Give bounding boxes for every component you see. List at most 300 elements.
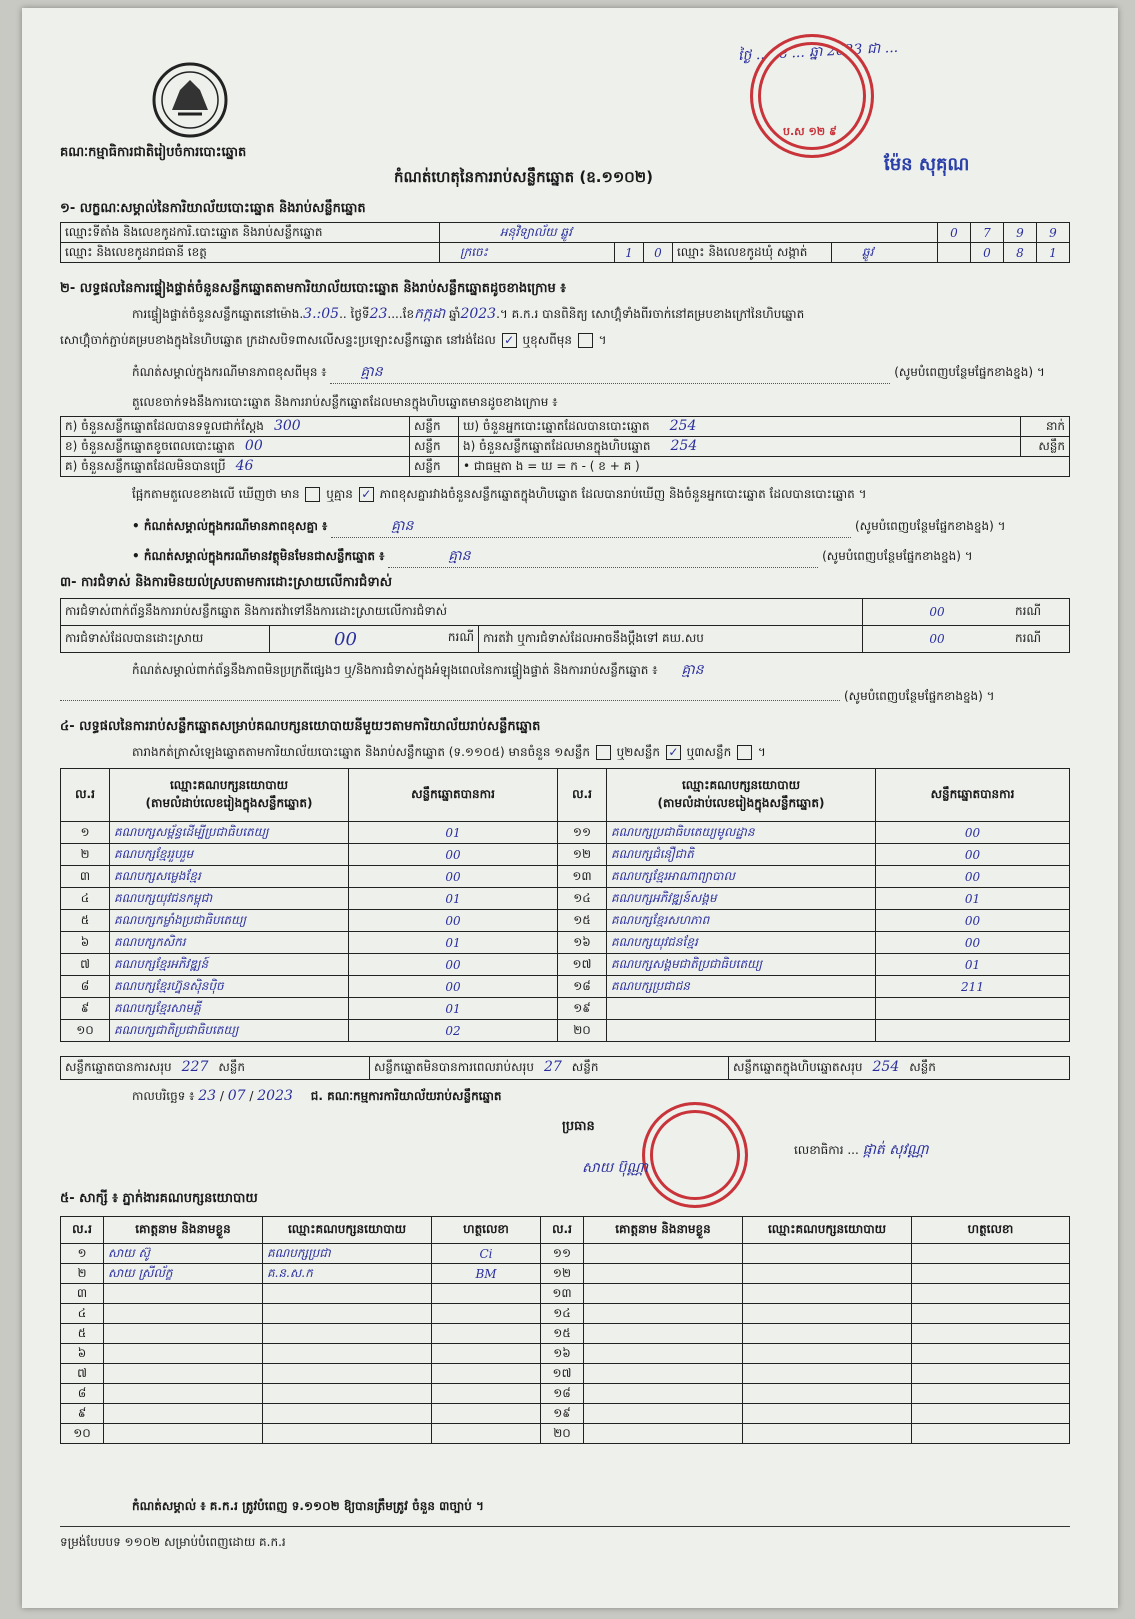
objection-row2b-label: ការតវ៉ា ឬការជំទាស់ដែលអាចនឹងប្តឹងទៅ គឃ.សប	[479, 626, 863, 653]
col-party-left	[110, 769, 349, 822]
party-no-right: ១៨	[558, 976, 607, 998]
witness-name-right	[584, 1424, 743, 1444]
objection-row1-value: 00	[863, 599, 1012, 626]
commune-value: ឆ្លូវ	[862, 244, 874, 259]
commune-code-2: 8	[1004, 243, 1037, 263]
row-b-value: 00	[244, 437, 263, 454]
witness-row	[61, 1264, 1070, 1284]
section2-paragraph3: តួលេខចាក់ទងនឹងការបោះឆ្នោត និងការរាប់សន្លឹកឆ្នោតដែលមានក្នុងហិបឆ្នោតមានដូចខាងក្រោម ៖	[132, 395, 558, 409]
witness-no-right: ១៨	[541, 1384, 584, 1404]
witness-sign-left	[432, 1384, 541, 1404]
witness-party-right	[743, 1244, 912, 1264]
date-label: កាលបរិច្ឆេទ ៖	[132, 1089, 195, 1103]
footer-text: ទម្រង់បែបបទ ១១០២ សម្រាប់បំពេញដោយ គ.ក.រ	[60, 1535, 286, 1549]
party-no-right: ១៦	[558, 932, 607, 954]
party-votes-left: 00	[349, 954, 558, 976]
party-votes-right	[876, 1020, 1070, 1042]
party-no-left: ៧	[61, 954, 110, 976]
party-row	[61, 1020, 1070, 1042]
witness-row	[61, 1364, 1070, 1384]
witness-no-right: ១៦	[541, 1344, 584, 1364]
section4-subtitle: តារាងកត់ត្រាសំឡេងឆ្នោតតាមការិយាល័យបោះឆ្នោត និងរាប់សន្លឹកឆ្នោត (ទ.១១០៥) មានចំនួន ១សន្លឹក ឬ២សន្លឹក ✓ ឬ៣សន្លឹក ។	[132, 745, 766, 759]
witness-party-left	[263, 1404, 432, 1424]
party-name-left: គណបក្សសម្លេងខ្មែរ	[110, 866, 349, 888]
witness-row	[61, 1304, 1070, 1324]
witness-sign-left	[432, 1324, 541, 1344]
bullet2-value: គ្មាន	[448, 548, 471, 564]
party-row	[61, 822, 1070, 844]
p1-time: 3.:05	[303, 306, 340, 322]
witness-party-right	[743, 1324, 912, 1344]
witness-no-left: ១	[61, 1244, 104, 1264]
party-no-right: ១៩	[558, 998, 607, 1020]
top-handwriting: ថ្ងៃ ... ខែ ... ឆ្នាំ 2023 ជា ...	[737, 39, 899, 65]
party-votes-left: 01	[349, 822, 558, 844]
note-hint: (សូមបំពេញបន្ថែមផ្នែកខាងខ្នង) ។	[894, 365, 1045, 379]
party-no-right: ១២	[558, 844, 607, 866]
total-invalid-label: សន្លឹកឆ្នោតមិនបានការពេលរាប់សរុប	[374, 1060, 534, 1074]
w-col-name-right: គោត្តនាម និងនាមខ្លួន	[584, 1217, 743, 1244]
witness-no-right: ១៩	[541, 1404, 584, 1424]
party-votes-right	[876, 998, 1070, 1020]
chair-name: សាយ ប៊ុណ្ណា	[582, 1160, 648, 1176]
party-name-right: គណបក្សប្រជាធិបតេយ្យមូលដ្ឋាន	[607, 822, 876, 844]
party-name-left: គណបក្សកម្លាំងប្រជាធិបតេយ្យ	[110, 910, 349, 932]
witness-sign-left: Ci	[432, 1244, 541, 1264]
party-no-left: ៨	[61, 976, 110, 998]
w-col-name-left: គោត្តនាម និងនាមខ្លួន	[104, 1217, 263, 1244]
party-votes-left: 00	[349, 976, 558, 998]
party-votes-right: 00	[876, 866, 1070, 888]
chair-label: ប្រធាន	[562, 1119, 595, 1134]
party-no-left: ៦	[61, 932, 110, 954]
witness-party-left	[263, 1424, 432, 1444]
total-box-value: 254	[872, 1059, 900, 1075]
same-as-before-checkbox[interactable]: ✓	[502, 333, 517, 348]
party-no-right: ១១	[558, 822, 607, 844]
party-no-left: ៤	[61, 888, 110, 910]
party-no-left: ៩	[61, 998, 110, 1020]
witness-party-left	[263, 1284, 432, 1304]
p1-mid3: ឆ្នាំ	[445, 307, 461, 321]
party-row	[61, 910, 1070, 932]
witness-no-right: ២០	[541, 1424, 584, 1444]
row-d-value: 254	[669, 417, 697, 434]
p1-day: 23	[369, 306, 388, 322]
bullet2-line	[132, 546, 1082, 568]
section2-paragraph2: សោហ្គ៊ុំចាក់ភ្ជាប់គម្របខាងក្នុងនៃហិបឆ្នោត ក្រដាសបិទពាសលើសន្ទះប្រឡោះសន្លឹកឆ្នោត នៅរង់ដែល ✓ ឬខុសពីមុន ។	[60, 333, 607, 347]
witness-no-left: ៦	[61, 1344, 104, 1364]
witness-no-left: ៥	[61, 1324, 104, 1344]
three-sheets-checkbox[interactable]	[737, 745, 752, 760]
no-difference-checkbox[interactable]: ✓	[359, 487, 374, 502]
station-code-2: 7	[971, 223, 1004, 243]
witness-no-left: ៧	[61, 1364, 104, 1384]
w-col-party-right: ឈ្មោះគណបក្សនយោបាយ	[743, 1217, 912, 1244]
total-valid-cell	[61, 1057, 370, 1080]
section3-title: ៣- ការជំទាស់ និងការមិនយល់ស្របតាមការដោះស្រាយលើការជំទាស់	[60, 575, 392, 590]
p4-opt: ឬគ្មាន	[326, 487, 353, 501]
province-code-1: 1	[615, 243, 644, 263]
witness-name-right	[584, 1384, 743, 1404]
stamp-number: ប.ស ១២ ៩	[783, 125, 837, 138]
witness-row	[61, 1284, 1070, 1304]
party-no-left: ១០	[61, 1020, 110, 1042]
witness-sign-left	[432, 1364, 541, 1384]
party-results-table	[60, 768, 1070, 1042]
witness-party-left	[263, 1364, 432, 1384]
witness-party-left	[263, 1324, 432, 1344]
total-valid-unit: សន្លឹក	[218, 1060, 246, 1074]
section5-note: កំណត់សម្គាល់ ៖ គ.ក.រ ត្រូវបំពេញ ទ.១១០២ ឱ្យបានត្រឹមត្រូវ ចំនួន ៣ច្បាប់ ។	[132, 1499, 484, 1513]
party-name-right: គណបក្សសង្គមជាតិប្រជាធិបតេយ្យ	[607, 954, 876, 976]
note-value: គ្មាន	[360, 364, 383, 380]
witness-name-left	[104, 1384, 263, 1404]
p4-post: ភាពខុសគ្នារវាងចំនួនសន្លឹកឆ្នោតក្នុងហិបឆ្នោត ដែលបានរាប់ឃើញ និងចំនួនអ្នកបោះឆ្នោត ដែលបានបោះឆ្នោត ។	[379, 487, 867, 501]
witness-no-left: ២	[61, 1264, 104, 1284]
total-invalid-cell	[370, 1057, 729, 1080]
bullet1-hint: (សូមបំពេញបន្ថែមផ្នែកខាងខ្នង) ។	[854, 519, 1006, 533]
party-votes-left: 01	[349, 888, 558, 910]
secretary-label: លេខាធិការ	[794, 1143, 844, 1157]
party-row	[61, 998, 1070, 1020]
p2-text: សោហ្គ៊ុំចាក់ភ្ជាប់គម្របខាងក្នុងនៃហិបឆ្នោត ក្រដាសបិទពាសលើសន្ទះប្រឡោះសន្លឹកឆ្នោត នៅរង់ដែល	[60, 333, 496, 347]
witness-no-left: ៨	[61, 1384, 104, 1404]
formula-note: • ជាធម្មតា ង = ឃ = ក - ( ខ + គ )	[459, 457, 1070, 477]
institution-name: គណៈកម្មាធិការជាតិរៀបចំការបោះឆ្នោត	[60, 145, 247, 160]
party-votes-right: 00	[876, 932, 1070, 954]
section4-opt3: ឬ៣សន្លឹក	[686, 745, 732, 759]
row-d-unit: នាក់	[1021, 417, 1070, 437]
witness-sign-right	[912, 1264, 1070, 1284]
witness-name-right	[584, 1244, 743, 1264]
party-votes-left: 01	[349, 932, 558, 954]
two-sheets-checkbox[interactable]: ✓	[666, 745, 681, 760]
witness-no-right: ១១	[541, 1244, 584, 1264]
station-code-3: 9	[1004, 223, 1037, 243]
party-no-left: ៥	[61, 910, 110, 932]
col-votes-left: សន្លឹកឆ្នោតបានការ	[349, 769, 558, 822]
party-no-left: ៣	[61, 866, 110, 888]
witness-sign-left: BM	[432, 1264, 541, 1284]
section3-dotted-line	[60, 688, 840, 701]
party-votes-right: 00	[876, 910, 1070, 932]
witness-party-left	[263, 1384, 432, 1404]
witness-party-right	[743, 1384, 912, 1404]
party-votes-left: 01	[349, 998, 558, 1020]
witness-no-right: ១២	[541, 1264, 584, 1284]
witness-party-right	[743, 1264, 912, 1284]
col-no-right: ល.រ	[558, 769, 607, 822]
totals-table	[60, 1056, 1070, 1080]
bullet1-label: • កំណត់សម្គាល់ក្នុងករណីមានភាពខុសគ្នា ៖	[132, 519, 328, 533]
station-value: អនុវិទ្យាល័យ ឆ្លូវ	[440, 223, 938, 243]
witness-name-left	[104, 1344, 263, 1364]
party-votes-left: 02	[349, 1020, 558, 1042]
section4-subtitle-text: តារាងកត់ត្រាសំឡេងឆ្នោតតាមការិយាល័យបោះឆ្នោត និងរាប់សន្លឹកឆ្នោត (ទ.១១០៥) មានចំនួន ១សន្លឹក	[132, 745, 590, 759]
party-name-right	[607, 998, 876, 1020]
witness-name-left: សាយ ស៊ូ	[104, 1244, 263, 1264]
witness-name-right	[584, 1264, 743, 1284]
total-valid-label: សន្លឹកឆ្នោតបានការសរុប	[65, 1060, 172, 1074]
section3-note-value: គ្មាន	[681, 662, 704, 678]
party-no-left: ២	[61, 844, 110, 866]
witness-no-right: ១៧	[541, 1364, 584, 1384]
witness-sign-left	[432, 1284, 541, 1304]
witness-sign-right	[912, 1244, 1070, 1264]
witness-sign-right	[912, 1284, 1070, 1304]
witness-row	[61, 1404, 1070, 1424]
witness-row	[61, 1424, 1070, 1444]
total-box-cell	[729, 1057, 1070, 1080]
witness-party-right	[743, 1404, 912, 1424]
bullet1-value: គ្មាន	[391, 518, 414, 534]
party-name-left: គណបក្សខ្មែររួបរួម	[110, 844, 349, 866]
witness-no-left: ៣	[61, 1284, 104, 1304]
witness-sign-left	[432, 1424, 541, 1444]
witness-sign-right	[912, 1404, 1070, 1424]
objection-row2-cell	[270, 626, 479, 653]
witness-party-left: គ.ន.ស.ក	[263, 1264, 432, 1284]
section4-opt2: ឬ២សន្លឹក	[616, 745, 661, 759]
bullet2-hint: (សូមបំពេញបន្ថែមផ្នែកខាងខ្នង) ។	[822, 549, 973, 563]
section4-title: ៤- លទ្ធផលនៃការរាប់សន្លឹកឆ្នោតសម្រាប់គណបក្សនយោបាយនីមួយៗតាមការិយាល័យរាប់សន្លឹកឆ្នោត	[60, 719, 541, 734]
footer-rule	[60, 1526, 1070, 1527]
party-votes-right: 00	[876, 822, 1070, 844]
witness-no-right: ១៤	[541, 1304, 584, 1324]
party-row	[61, 888, 1070, 910]
party-name-left: គណបក្សខ្មែរអភិវឌ្ឍន៍	[110, 954, 349, 976]
party-rows	[61, 822, 1070, 1042]
witness-party-right	[743, 1284, 912, 1304]
party-name-right: គណបក្សជំនឿជាតិ	[607, 844, 876, 866]
col-party-right	[607, 769, 876, 822]
total-invalid-unit: សន្លឹក	[571, 1060, 599, 1074]
party-votes-right: 01	[876, 888, 1070, 910]
station-label: ឈ្មោះទីតាំង និងលេខកូដការិ.បោះឆ្នោត និងរាប់សន្លឹកឆ្នោត	[61, 223, 440, 243]
witness-party-right	[743, 1304, 912, 1324]
witness-no-left: ៤	[61, 1304, 104, 1324]
party-votes-left: 00	[349, 866, 558, 888]
w-col-party-left: ឈ្មោះគណបក្សនយោបាយ	[263, 1217, 432, 1244]
station-code-4: 9	[1037, 223, 1070, 243]
witness-name-left	[104, 1364, 263, 1384]
p1-mid2: ....ខែ	[387, 307, 415, 321]
row-b-unit: សន្លឹក	[410, 437, 459, 457]
date-year: 2023	[257, 1088, 293, 1104]
p1-mid: .. ថ្ងៃទី	[339, 307, 370, 321]
objection-row1-label: ការជំទាស់ពាក់ព័ន្ធនឹងការរាប់សន្លឹកឆ្នោត និងការតវ៉ាទៅនឹងការដោះស្រាយលើការជំទាស់	[61, 599, 863, 626]
witness-party-right	[743, 1424, 912, 1444]
commune-cell	[644, 243, 938, 263]
secretary-name: ផ្កាត់ សុវណ្ណា	[862, 1142, 929, 1158]
commune-code-1: 0	[971, 243, 1004, 263]
witness-name-left	[104, 1404, 263, 1424]
objection-row2-value: 00	[334, 628, 357, 650]
bullet2-dotted-line	[388, 546, 818, 568]
p1-year: 2023	[460, 306, 497, 322]
p1-pre: ការផ្ទៀងផ្ទាត់ចំនួនសន្លឹកឆ្នោតនៅម៉ោង.	[132, 307, 304, 321]
party-votes-left: 00	[349, 844, 558, 866]
party-row	[61, 866, 1070, 888]
witness-sign-right	[912, 1324, 1070, 1344]
witness-sign-left	[432, 1344, 541, 1364]
date-month: 07	[227, 1088, 246, 1104]
witness-name-right	[584, 1364, 743, 1384]
witness-party-left	[263, 1304, 432, 1324]
witness-row	[61, 1384, 1070, 1404]
col-party-left-sub: (តាមលំដាប់លេខរៀងក្នុងសន្លឹកឆ្នោត)	[145, 796, 313, 810]
party-row	[61, 932, 1070, 954]
note-dotted-line	[330, 362, 890, 384]
row-c-label: គ) ចំនួនសន្លឹកឆ្នោតដែលមិនបានប្រើ	[65, 458, 226, 473]
party-name-right: គណបក្សខ្មែរអាណាព្យាបាល	[607, 866, 876, 888]
row-a-value: 300	[273, 417, 301, 434]
party-no-right: ១៧	[558, 954, 607, 976]
objection-row2b-value: 00	[863, 626, 1012, 653]
form-sheet	[22, 8, 1118, 1608]
commune-label: ឈ្មោះ និងលេខកូដឃុំ សង្កាត់	[673, 243, 832, 262]
party-name-left: គណបក្សខ្មែរហ្វ៊ុនស៊ិនប៉ិច	[110, 976, 349, 998]
w-col-no-left: ល.រ	[61, 1217, 104, 1244]
section2-paragraph1	[132, 304, 1092, 325]
row-e-value: 254	[670, 437, 698, 454]
objection-row1-unit: ករណី	[1011, 599, 1070, 626]
witness-sign-left	[432, 1404, 541, 1424]
section5-title: ៥- សាក្សី ៖ ភ្នាក់ងារគណបក្សនយោបាយ	[60, 1191, 258, 1206]
party-votes-right: 00	[876, 844, 1070, 866]
ballot-count-table	[60, 416, 1070, 477]
witness-name-right	[584, 1284, 743, 1304]
w-col-sign-left: ហត្ថលេខា	[432, 1217, 541, 1244]
section3-hint: (សូមបំពេញបន្ថែមផ្នែកខាងខ្នង) ។	[844, 689, 995, 703]
objection-row2b-unit: ករណី	[1011, 626, 1070, 653]
row-a-label: ក) ចំនួនសន្លឹកឆ្នោតដែលបានទទួលជាក់ស្តែង	[65, 418, 264, 433]
p1-month: កក្កដា	[414, 306, 446, 322]
party-row	[61, 844, 1070, 866]
differs-checkbox[interactable]	[578, 333, 593, 348]
p1-post: .។ គ.ក.រ បានពិនិត្យ សោហ្គ៊ុំទាំងពីរចាក់នៅគម្របខាងក្រៅនៃហិបឆ្នោត	[496, 307, 805, 321]
total-valid-value: 227	[181, 1059, 209, 1075]
party-votes-right: 01	[876, 954, 1070, 976]
objection-row2-label: ការជំទាស់ដែលបានដោះស្រាយ	[61, 626, 270, 653]
top-signature-name: ម៉ែន សុគុណ	[884, 154, 970, 175]
date-line: កាលបរិច្ឆេទ ៖ 23 / 07 / 2023 ជ. គណៈកម្មការការិយាល័យរាប់សន្លឹកឆ្នោត	[132, 1088, 502, 1104]
witness-party-right	[743, 1364, 912, 1384]
party-row	[61, 954, 1070, 976]
section2-title: ២- លទ្ធផលនៃការផ្ទៀងផ្ទាត់ចំនួនសន្លឹកឆ្នោតតាមការិយាល័យបោះឆ្នោត និងរាប់សន្លឹកឆ្នោតដូចខាងក្រោម ៖	[60, 281, 566, 296]
party-no-right: ១៣	[558, 866, 607, 888]
witness-name-left	[104, 1324, 263, 1344]
witness-row	[61, 1244, 1070, 1264]
row-e-label: ង) ចំនួនសន្លឹកឆ្នោតដែលមានក្នុងហិបឆ្នោត	[463, 438, 651, 453]
p2-opt1: ឬខុសពីមុន	[522, 333, 573, 347]
party-name-right: គណបក្សអភិវឌ្ឍន៍សង្គម	[607, 888, 876, 910]
witness-sign-left	[432, 1304, 541, 1324]
party-name-right: គណបក្សខ្មែរសហភាព	[607, 910, 876, 932]
party-no-right: ១៤	[558, 888, 607, 910]
party-name-right: គណបក្សយុវជនខ្មែរ	[607, 932, 876, 954]
row-d-label: ឃ) ចំនួនអ្នកបោះឆ្នោតដែលបានបោះឆ្នោត	[463, 418, 650, 433]
witness-name-left: សាយ ស្រីល័ក្ខ	[104, 1264, 263, 1284]
station-code-1: 0	[938, 223, 971, 243]
total-invalid-value: 27	[543, 1059, 562, 1075]
has-difference-checkbox[interactable]	[305, 487, 320, 502]
party-no-right: ២០	[558, 1020, 607, 1042]
total-box-label: សន្លឹកឆ្នោតក្នុងហិបឆ្នោតសរុប	[733, 1060, 863, 1074]
witness-name-right	[584, 1304, 743, 1324]
witness-table	[60, 1216, 1070, 1444]
col-party-left-title: ឈ្មោះគណបក្សនយោបាយ	[169, 778, 289, 792]
witness-no-right: ១៥	[541, 1324, 584, 1344]
row-c-value: 46	[235, 457, 254, 474]
witness-rows	[61, 1244, 1070, 1444]
commune-inner	[644, 243, 937, 262]
bullet1-line	[132, 516, 1082, 538]
province-value: ក្រចេះ	[440, 243, 615, 263]
party-no-left: ១	[61, 822, 110, 844]
objection-row2-unit: ករណី	[447, 629, 474, 644]
witness-name-right	[584, 1404, 743, 1424]
witness-name-right	[584, 1324, 743, 1344]
party-name-left: គណបក្សសម្ព័ន្ធដើម្បីប្រជាធិបតេយ្យ	[110, 822, 349, 844]
bullet2-label: • កំណត់សម្គាល់ក្នុងករណីមានវត្ថុមិនមែនជាសន្លឹកឆ្នោត ៖	[132, 549, 385, 563]
w-col-no-right: ល.រ	[541, 1217, 584, 1244]
witness-row	[61, 1324, 1070, 1344]
form-title: កំណត់ហេតុនៃការរាប់សន្លឹកឆ្នោត (ឧ.១១០២)	[394, 168, 654, 186]
note-label: កំណត់សម្គាល់ក្នុងករណីមានភាពខុសពីមុន ៖	[132, 365, 327, 379]
section1-title: ១- លក្ខណៈសម្គាល់នៃការិយាល័យបោះឆ្នោត និងរាប់សន្លឹកឆ្នោត	[60, 201, 366, 216]
witness-row	[61, 1344, 1070, 1364]
witness-name-right	[584, 1344, 743, 1364]
party-name-left: គណបក្សខ្មែរសាមគ្គី	[110, 998, 349, 1020]
row-a-unit: សន្លឹក	[410, 417, 459, 437]
party-name-right: គណបក្សប្រជាជន	[607, 976, 876, 998]
nec-logo	[150, 60, 230, 140]
witness-party-left	[263, 1344, 432, 1364]
party-votes-left: 00	[349, 910, 558, 932]
section2-note-line	[132, 362, 1072, 384]
one-sheet-checkbox[interactable]	[596, 745, 611, 760]
witness-name-left	[104, 1304, 263, 1324]
witness-sign-right	[912, 1384, 1070, 1404]
official-stamp-top	[750, 34, 874, 158]
party-row	[61, 976, 1070, 998]
row-c-unit: សន្លឹក	[410, 457, 459, 477]
province-label: ឈ្មោះ និងលេខកូដរាជធានី ខេត្ត	[61, 243, 440, 263]
witness-sign-right	[912, 1344, 1070, 1364]
commune-code-blank	[938, 243, 971, 263]
w-col-sign-right: ហត្ថលេខា	[912, 1217, 1070, 1244]
witness-name-left	[104, 1284, 263, 1304]
p4-text: ផ្អែកតាមតួលេខខាងលើ ឃើញថា មាន	[132, 487, 300, 501]
witness-no-left: ៩	[61, 1404, 104, 1424]
province-code-2: 0	[644, 243, 673, 262]
witness-sign-right	[912, 1304, 1070, 1324]
col-party-right-sub: (តាមលំដាប់លេខរៀងក្នុងសន្លឹកឆ្នោត)	[657, 796, 825, 810]
date-day: 23	[198, 1088, 217, 1104]
objection-table	[60, 598, 1070, 653]
row-b-label: ខ) ចំនួនសន្លឹកឆ្នោតខូចពេលបោះឆ្នោត	[65, 438, 235, 453]
party-name-left: គណបក្សកសិករ	[110, 932, 349, 954]
official-stamp-bottom	[642, 1102, 748, 1208]
col-votes-right: សន្លឹកឆ្នោតបានការ	[876, 769, 1070, 822]
witness-party-left: គណបក្សប្រជា	[263, 1244, 432, 1264]
party-votes-right: 211	[876, 976, 1070, 998]
party-name-left: គណបក្សជាតិប្រជាធិបតេយ្យ	[110, 1020, 349, 1042]
col-party-right-title: ឈ្មោះគណបក្សនយោបាយ	[681, 778, 801, 792]
section3-note-label: កំណត់សម្គាល់ពាក់ព័ន្ធនឹងភាពមិនប្រក្រតីផ្សេងៗ ឬ/និងការជំទាស់ក្នុងអំឡុងពេលនៃការផ្ទៀងផ្ទាត់ និងការរាប់សន្លឹកឆ្នោត ៖	[132, 663, 658, 677]
